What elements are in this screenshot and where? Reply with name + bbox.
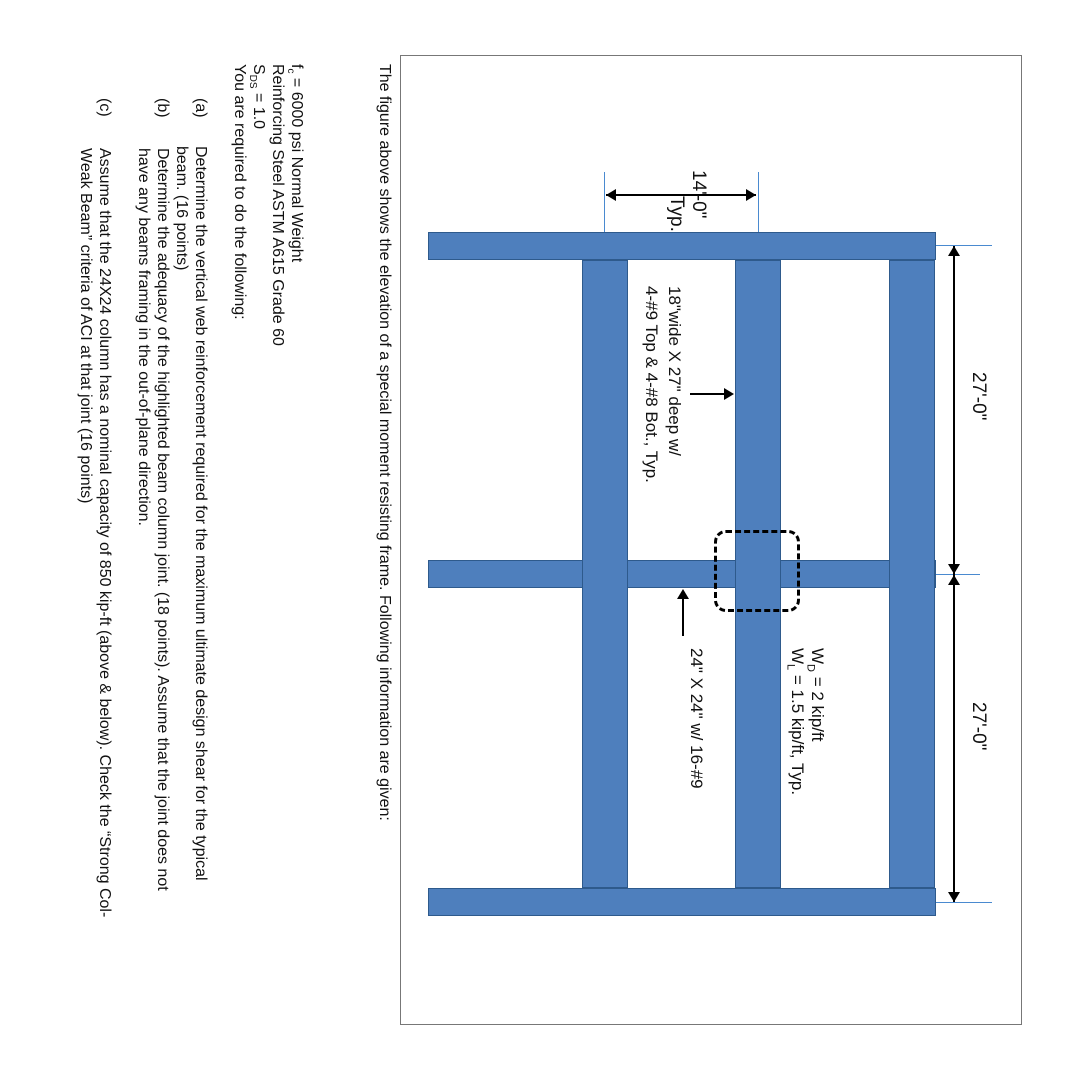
beam-level-3: [889, 260, 935, 888]
dead-load-subscript: D: [804, 664, 817, 672]
dim-extension-bottom: [936, 902, 992, 903]
beam-leader-arrow: [724, 388, 734, 400]
beam-level-1: [582, 260, 628, 888]
dim-arrow-top: [948, 246, 960, 256]
story-extension-2: [758, 172, 759, 232]
bay-dimension-left-label: 27'-0": [968, 372, 989, 421]
intro-paragraph: The figure above shows the elevation of a special moment resisting frame. Following information are given:: [376, 64, 393, 821]
sds-value: = 1.0: [250, 88, 267, 130]
fc-subscript: c: [284, 68, 296, 74]
dim-arrow-mid-down: [948, 575, 960, 585]
beam-label-line1: 18"wide X 27" deep w/: [665, 286, 684, 456]
column-right: [428, 888, 936, 916]
item-c-text: Assume that the 24X24 column has a nominal capacity of 850 kip-ft (above & below). Check the “Strong Col-Weak Beam” criteria of ACI at that joint (16 points): [77, 148, 113, 918]
fc-value: = 6000 psi Normal Weight: [288, 73, 305, 263]
column-center: [428, 560, 936, 588]
dead-load-symbol: W: [808, 648, 827, 665]
beam-leader-stem: [690, 393, 726, 395]
highlighted-joint: [714, 530, 800, 612]
sds-symbol: S: [250, 64, 267, 75]
steel-line: Reinforcing Steel ASTM A615 Grade 60: [269, 64, 286, 346]
story-extension-1: [604, 172, 605, 232]
bay-dimension-line: [953, 246, 955, 902]
required-line: You are required to do the following:: [231, 64, 248, 320]
dead-load-label: [805, 648, 826, 741]
live-load-value: = 1.5 kip/ft, Typ.: [788, 670, 807, 796]
story-dimension-label: 14'-0": [688, 170, 709, 219]
item-b-marker: (b): [154, 98, 171, 118]
column-leader-arrow: [677, 589, 689, 599]
item-a-text: Determine the vertical web reinforcement required for the maximum ultimate design shear for the typical beam. (16 points): [173, 146, 209, 881]
column-left: [428, 232, 936, 260]
bay-dimension-right-label: 27'-0": [968, 702, 989, 751]
dim-arrow-bottom: [948, 892, 960, 902]
item-a-marker: (a): [192, 98, 209, 118]
live-load-subscript: L: [784, 664, 797, 671]
live-load-symbol: W: [788, 648, 807, 665]
beam-label-line2: 4-#9 Top & 4-#8 Bot., Typ.: [642, 286, 661, 483]
dim-arrow-mid-up: [948, 564, 960, 574]
item-c-marker: (c): [96, 98, 113, 117]
story-arrow-right: [746, 189, 756, 201]
dim-extension-top: [936, 245, 992, 246]
fc-symbol: f: [288, 64, 305, 69]
sds-subscript: DS: [246, 74, 258, 89]
column-label: 24" X 24" w/ 16-#9: [687, 648, 706, 789]
column-leader-stem: [682, 598, 684, 636]
item-b-text: Determine the adequacy of the highlighted beam column joint. (18 points). Assume that the joint does not have any beams framing in the out-of-plane direction.: [135, 148, 171, 891]
live-load-label: [785, 648, 806, 795]
story-typ-label: Typ.: [666, 196, 687, 232]
story-arrow-left: [606, 189, 616, 201]
dead-load-value: = 2 kip/ft: [808, 672, 827, 742]
